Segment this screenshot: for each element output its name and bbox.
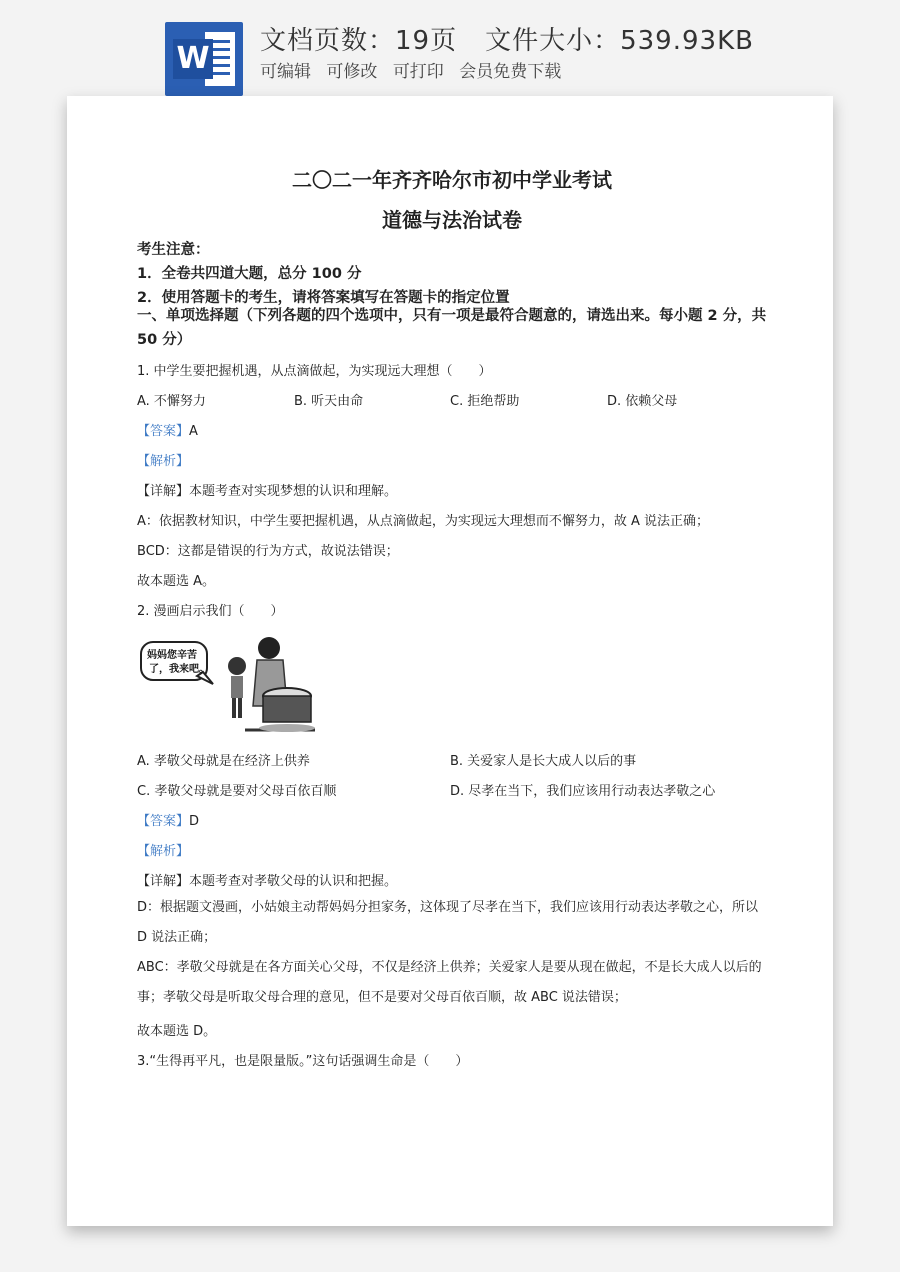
q1-line-bcd: BCD：这都是错误的行为方式，故说法错误； bbox=[137, 544, 399, 559]
file-size: 文件大小：539.93KB bbox=[485, 26, 754, 56]
feature-editable: 可编辑 bbox=[260, 62, 311, 82]
exam-title: 二〇二一年齐齐哈尔市初中学业考试 bbox=[292, 168, 612, 192]
q1-option-c: C. 拒绝帮助 bbox=[450, 394, 520, 409]
feature-list bbox=[260, 57, 571, 82]
q1-option-b: B. 听天由命 bbox=[294, 394, 364, 409]
q2-answer bbox=[137, 810, 199, 829]
q1-line-a: A：依据教材知识，中学生要把握机遇，从点滴做起，为实现远大理想而不懈努力，故 A 说法正确； bbox=[137, 514, 710, 529]
page-count: 文档页数：19页 bbox=[260, 26, 458, 56]
q1-analysis-tag: 【解析】 bbox=[137, 454, 190, 469]
answer-tag: 【答案】 bbox=[137, 814, 190, 829]
notice-item-1: 1．全卷共四道大题，总分 100 分 bbox=[137, 266, 362, 282]
answer-tag: 【答案】 bbox=[137, 424, 190, 439]
q2-answer-value: D bbox=[189, 814, 200, 829]
q1-option-d: D. 依赖父母 bbox=[607, 394, 678, 409]
feature-member-download: 会员免费下载 bbox=[459, 62, 562, 82]
download-banner bbox=[0, 0, 900, 100]
q2-line-abc: ABC：孝敬父母就是在各方面关心父母，不仅是经济上供养；关爱家人是要从现在做起，不是长大成人以后的事；孝敬父母是听取父母合理的意见，但不是要对父母百依百顺，故 ABC 说法错误； bbox=[137, 960, 762, 1005]
svg-text:妈妈您辛苦: 妈妈您辛苦 bbox=[147, 650, 197, 661]
question-2-stem: 2. 漫画启示我们（ ） bbox=[137, 604, 284, 619]
feature-modifiable: 可修改 bbox=[326, 62, 378, 82]
q2-line-d: D：根据题文漫画，小姑娘主动帮妈妈分担家务，这体现了尽孝在当下，我们应该用行动表达孝敬之心，所以 D 说法正确； bbox=[137, 900, 759, 945]
q2-option-a: A. 孝敬父母就是在经济上供养 bbox=[137, 754, 310, 769]
q2-detail: 【详解】本题考查对孝敬父母的认识和把握。 bbox=[137, 874, 398, 889]
notice-heading: 考生注意： bbox=[137, 242, 210, 258]
notice-item-2: 2．使用答题卡的考生，请将答案填写在答题卡的指定位置 bbox=[137, 290, 510, 306]
q1-answer bbox=[137, 420, 198, 439]
q1-option-a: A. 不懈努力 bbox=[137, 394, 206, 409]
svg-text:了，我来吧。: 了，我来吧。 bbox=[149, 664, 209, 675]
q2-conclusion: 故本题选 D。 bbox=[137, 1024, 217, 1039]
file-info bbox=[260, 20, 754, 57]
word-logo-letter: W bbox=[173, 39, 213, 79]
document-page bbox=[67, 96, 833, 1226]
q2-analysis-tag: 【解析】 bbox=[137, 844, 190, 859]
cartoon-illustration bbox=[137, 626, 317, 736]
question-1-stem: 1. 中学生要把握机遇，从点滴做起，为实现远大理想（ ） bbox=[137, 364, 492, 379]
q1-detail: 【详解】本题考查对实现梦想的认识和理解。 bbox=[137, 484, 398, 499]
q2-option-d: D. 尽孝在当下，我们应该用行动表达孝敬之心 bbox=[450, 784, 716, 799]
word-document-icon bbox=[165, 22, 243, 96]
q2-option-c: C. 孝敬父母就是要对父母百依百顺 bbox=[137, 784, 337, 799]
section-heading: 一、单项选择题（下列各题的四个选项中，只有一项是最符合题意的，请选出来。每小题 2 分，共 50 分） bbox=[137, 308, 767, 348]
feature-printable: 可打印 bbox=[392, 62, 444, 82]
exam-subtitle: 道德与法治试卷 bbox=[382, 208, 522, 232]
q1-answer-value: A bbox=[189, 424, 198, 439]
question-3-stem: 3.“生得再平凡，也是限量版。”这句话强调生命是（ ） bbox=[137, 1054, 469, 1069]
q2-option-b: B. 关爱家人是长大成人以后的事 bbox=[450, 754, 637, 769]
q1-conclusion: 故本题选 A。 bbox=[137, 574, 216, 589]
